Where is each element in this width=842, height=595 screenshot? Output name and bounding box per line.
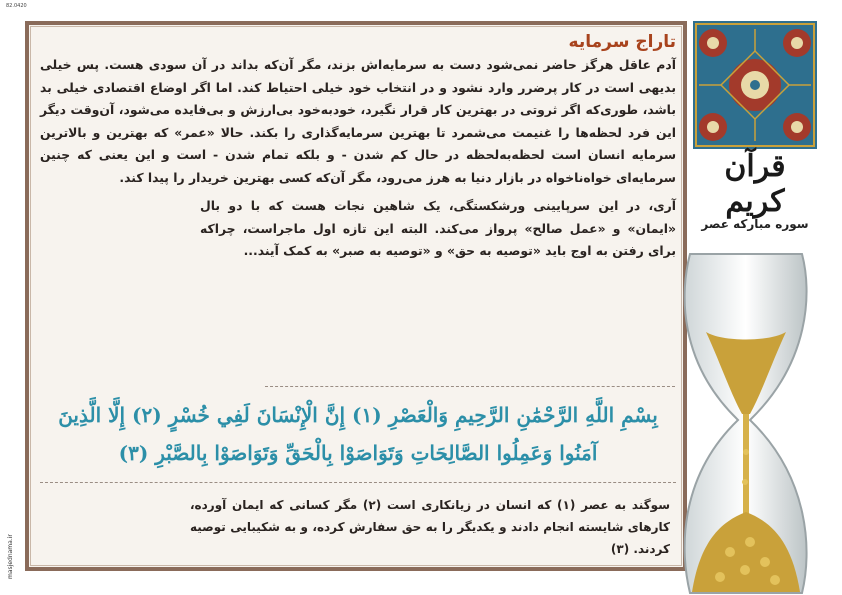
quran-title: قرآن کریم: [724, 149, 786, 219]
verse-translation: سوگند به عصر (۱) که انسان در زیانکاری است (۲) مگر کسانی که ایمان آورده، کارهای شایسته انجام دادند و یکدیگر را به حق سفارش کرده، و به شکیبایی توصیه کردند. (۳): [190, 498, 671, 556]
divider-bottom: [40, 482, 676, 483]
article-title: تاراج سرمایه: [568, 32, 676, 52]
quran-verse: بِسْمِ اللَّهِ الرَّحْمَٰنِ الرَّحِيمِ وَالْعَصْرِ (۱) إِنَّ الْإِنْسَانَ لَفِي خُسْرٍ (۲) إِلَّا الَّذِينَ آمَنُوا وَعَمِلُوا الصَّالِحَاتِ وَتَوَاصَوْا بِالْحَقِّ وَتَوَاصَوْا بِالصَّبْرِ (۳): [58, 403, 658, 465]
hourglass-icon: [650, 252, 842, 595]
surah-name: سوره مبارکه عصر: [701, 217, 809, 231]
article-paragraph-1: آدم عاقل هرگز حاضر نمی‌شود دست به سرمایه‌اش بزند، مگر آن‌که بداند در آن سودی هست. پس خیلی بدیهی است در کار پرضرر وارد نشود و در انتخاب خود خیلی احتیاط کند. اما اگر اوضاع اقتصادی خیلی بد باشد، طوری‌که اگر ثروتی در بهترین کار قرار نگیرد، خودبه‌خود بی‌ارزش و بی‌فایده می‌شود، آن‌وقت دیگر این فرد لحظه‌ها را غنیمت می‌شمرد تا بهترین سرمایه‌گذاری را بکند. حالا «عمر» که بهترین و بالاترین سرمایه انسان است لحظه‌به‌لحظه در حال کم شدن - و بلکه تمام شدن - است و این یعنی که چنین سرمایه‌ای خواه‌ناخواه در بازار دنیا به هرز می‌رود، مگر آن‌که کسی بهترین خریدار را پیدا کند.: [40, 57, 676, 185]
ornament-icon: [693, 21, 817, 149]
document-code: 82.0420: [6, 3, 27, 9]
website-label: masjednama.ir: [7, 534, 14, 579]
article: [40, 32, 676, 263]
article-paragraph-2: آری، در این سرپایینی ورشکستگی، یک شاهین نجات هست که با دو بال «ایمان» و «عمل صالح» پرواز می‌کند. البته این تازه اول ماجراست، چراکه برای رفتن به اوج باید «توصیه به حق» و «توصیه به صبر» به کمک آیند...: [200, 198, 676, 258]
divider-top: [265, 386, 675, 387]
quran-panel: [693, 21, 817, 248]
